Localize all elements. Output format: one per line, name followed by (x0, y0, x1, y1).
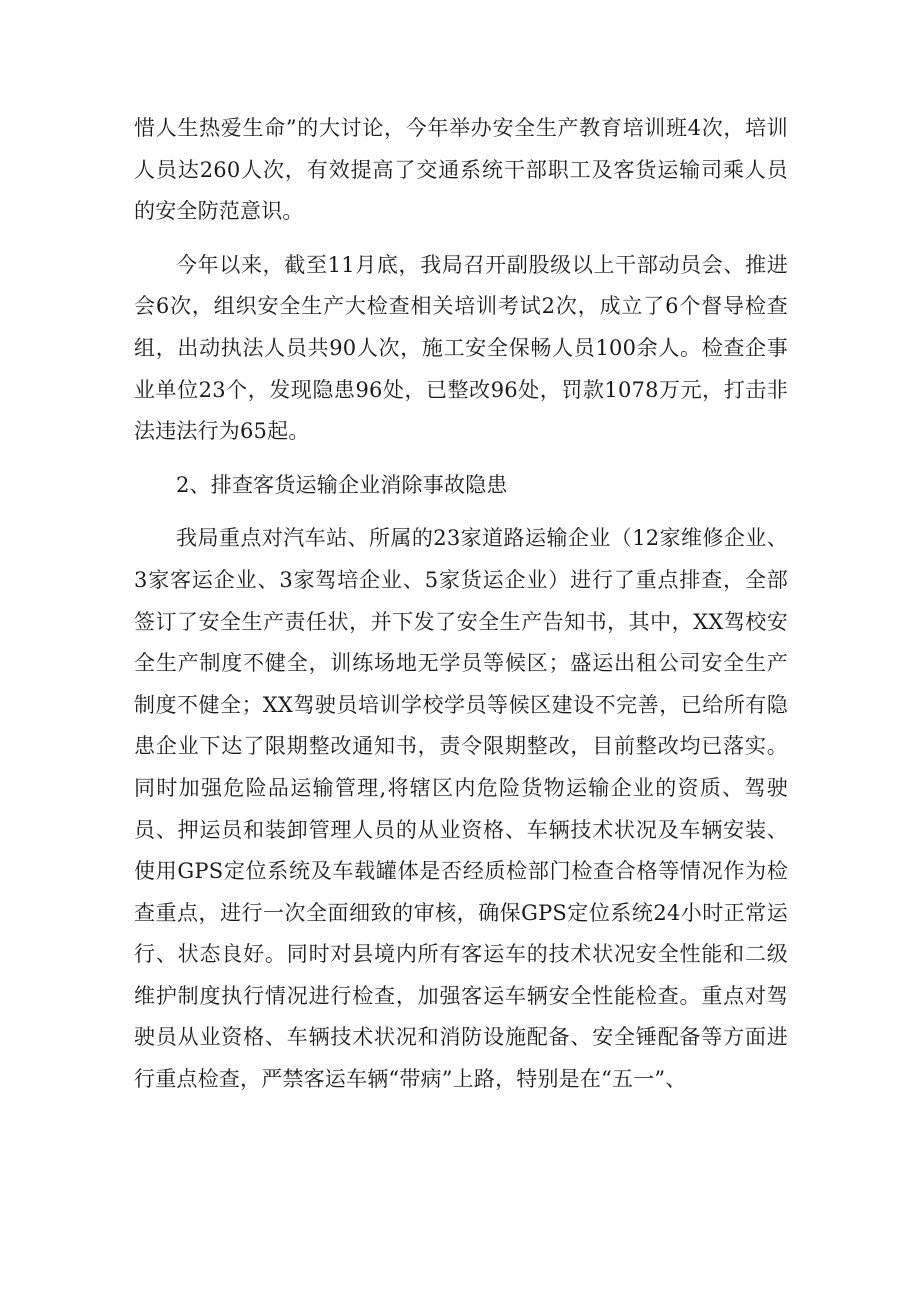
document-body (134, 108, 788, 1101)
paragraph-inspection-statistics: 今年以来，截至11月底，我局召开副股级以上干部动员会、推进会6次，组织安全生产大检查相关培训考试2次，成立了6个督导检查组，出动执法人员共90人次，施工安全保畅人员100余人。检查企事业单位23个，发现隐患96处，已整改96处，罚款1078万元，打击非法违法行为65起。 (134, 252, 788, 444)
paragraph-transport-enterprise-inspection: 我局重点对汽车站、所属的23家道路运输企业（12家维修企业、3家客运企业、3家驾培企业、5家货运企业）进行了重点排查，全部签订了安全生产责任状，并下发了安全生产告知书，其中，XX驾校安全生产制度不健全，训练场地无学员等候区；盛运出租公司安全生产制度不健全；XX驾驶员培训学校学员等候区建设不完善，已给所有隐患企业下达了限期整改通知书，责令限期整改，目前整改均已落实。同时加强危险品运输管理,将辖区内危险货物运输企业的资质、驾驶员、押运员和装卸管理人员的从业资格、车辆技术状况及车辆安装、使用GPS定位系统及车载罐体是否经质检部门检查合格等情况作为检查重点，进行一次全面细致的审核，确保GPS定位系统24小时正常运行、状态良好。同时对县境内所有客运车的技术状况安全性能和二级维护制度执行情况进行检查，加强客运车辆安全性能检查。重点对驾驶员从业资格、车辆技术状况和消防设施配备、安全锤配备等方面进行重点检查，严禁客运车辆“带病”上路，特别是在“五一”、 (134, 526, 788, 1092)
section-heading-hazard-inspection: 2、排查客货运输企业消除事故隐患 (176, 472, 508, 497)
paragraph-training-summary: 惜人生热爱生命”的大讨论，今年举办安全生产教育培训班4次，培训人员达260人次，有效提高了交通系统干部职工及客货运输司乘人员的安全防范意识。 (134, 116, 788, 224)
